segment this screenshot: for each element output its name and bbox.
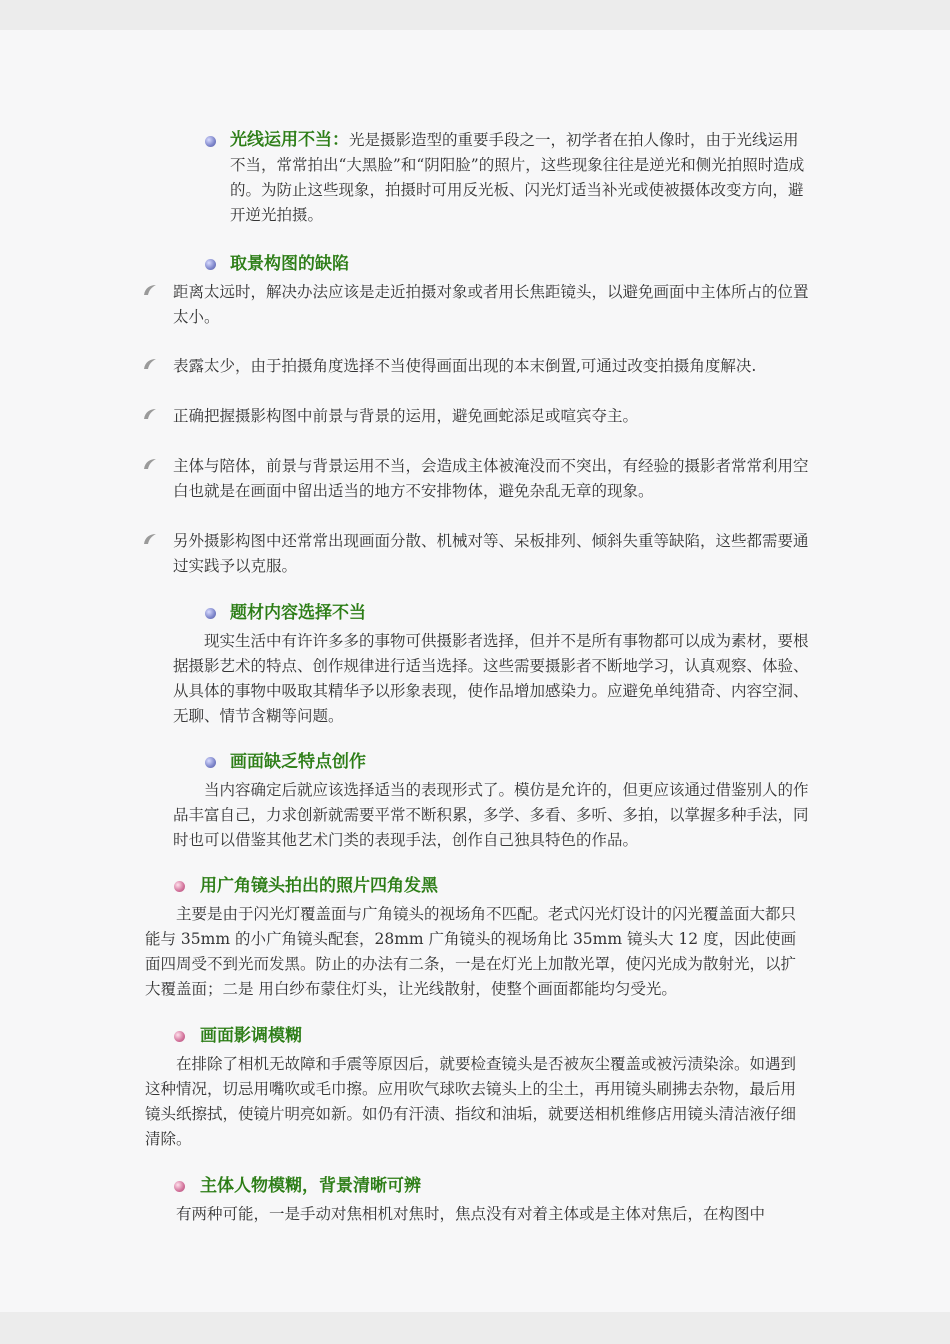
leaf-bullet-icon <box>143 358 157 370</box>
bullet-icon <box>174 881 185 892</box>
composition-item: 主体与陪体，前景与背景运用不当，会造成主体被淹没而不突出，有经验的摄影者常常利用空白也就是在画面中留出适当的地方不安排物体，避免杂乱无章的现象。 <box>173 457 809 500</box>
leaf-bullet-icon <box>143 284 157 296</box>
bullet-icon <box>174 1181 185 1192</box>
subject-section-title: 题材内容选择不当 <box>230 603 366 623</box>
light-section-body: 光是摄影造型的重要手段之一，初学者在拍人像时，由于光线运用不当，常常拍出“大黑脸”和“阴阳脸”的照片，这些现象往往是逆光和侧光拍照时造成的。为防止这些现象，拍摄时可用反光板、闪光灯适当补光或使被摄体改变方向，避开逆光拍摄。 <box>230 131 805 224</box>
blur-section-title: 画面影调模糊 <box>200 1026 302 1046</box>
subject-section-body: 现实生活中有许许多多的事物可供摄影者选择，但并不是所有事物都可以成为素材，要根据摄影艺术的特点、创作规律进行适当选择。这些需要摄影者不断地学习，认真观察、体验、从具体的事物中吸取其精华予以形象表现，使作品增加感染力。应避免单纯猎奇、内容空洞、无聊、情节含糊等问题。 <box>173 632 809 725</box>
bullet-icon <box>205 136 216 147</box>
bullet-icon <box>174 1031 185 1042</box>
light-section <box>230 128 805 228</box>
composition-item: 表露太少，由于拍摄角度选择不当使得画面出现的本末倒置,可通过改变拍摄角度解决. <box>173 357 757 375</box>
blur-section-body: 在排除了相机无故障和手震等原因后，就要检查镜头是否被灰尘覆盖或被污渍染涂。如遇到这种情况，切忌用嘴吹或毛巾擦。应用吹气球吹去镜头上的尘土，再用镜头刷拂去杂物，最后用镜头纸擦拭，使镜片明亮如新。如仍有汗渍、指纹和油垢，就要送相机维修店用镜头清洁液仔细清除。 <box>145 1055 797 1148</box>
bullet-icon <box>205 259 216 270</box>
document-page <box>0 30 950 1312</box>
focus-section-body: 有两种可能，一是手动对焦相机对焦时，焦点没有对着主体或是主体对焦后，在构图中 <box>176 1205 766 1223</box>
leaf-bullet-icon <box>143 458 157 470</box>
creation-section-title: 画面缺乏特点创作 <box>230 752 366 772</box>
wide-angle-section-body: 主要是由于闪光灯覆盖面与广角镜头的视场角不匹配。老式闪光灯设计的闪光覆盖面大都只能与 35mm 的小广角镜头配套，28mm 广角镜头的视场角比 35mm 镜头大 12 度，因此使画面四周受不到光而发黑。防止的办法有二条，一是在灯光上加散光罩，使闪光成为散射光，以扩大覆盖面；二是 用白纱布蒙住灯头，让光线散射，使整个画面都能均匀受光。 <box>145 905 797 998</box>
leaf-bullet-icon <box>143 408 157 420</box>
bullet-icon <box>205 608 216 619</box>
bullet-icon <box>205 757 216 768</box>
composition-item: 距离太远时，解决办法应该是走近拍摄对象或者用长焦距镜头，以避免画面中主体所占的位置太小。 <box>173 283 809 326</box>
composition-section-title: 取景构图的缺陷 <box>230 254 349 274</box>
creation-section-body: 当内容确定后就应该选择适当的表现形式了。模仿是允许的，但更应该通过借鉴别人的作品丰富自己，力求创新就需要平常不断积累，多学、多看、多听、多拍，以掌握多种手法，同时也可以借鉴其他艺术门类的表现手法，创作自己独具特色的作品。 <box>173 781 809 849</box>
focus-section-title: 主体人物模糊，背景清晰可辨 <box>200 1176 421 1196</box>
composition-item: 另外摄影构图中还常常出现画面分散、机械对等、呆板排列、倾斜失重等缺陷，这些都需要通过实践予以克服。 <box>173 532 809 575</box>
light-section-title: 光线运用不当： <box>230 130 349 150</box>
wide-angle-section-title: 用广角镜头拍出的照片四角发黑 <box>200 876 438 896</box>
leaf-bullet-icon <box>143 533 157 545</box>
composition-item: 正确把握摄影构图中前景与背景的运用，避免画蛇添足或喧宾夺主。 <box>173 407 639 425</box>
